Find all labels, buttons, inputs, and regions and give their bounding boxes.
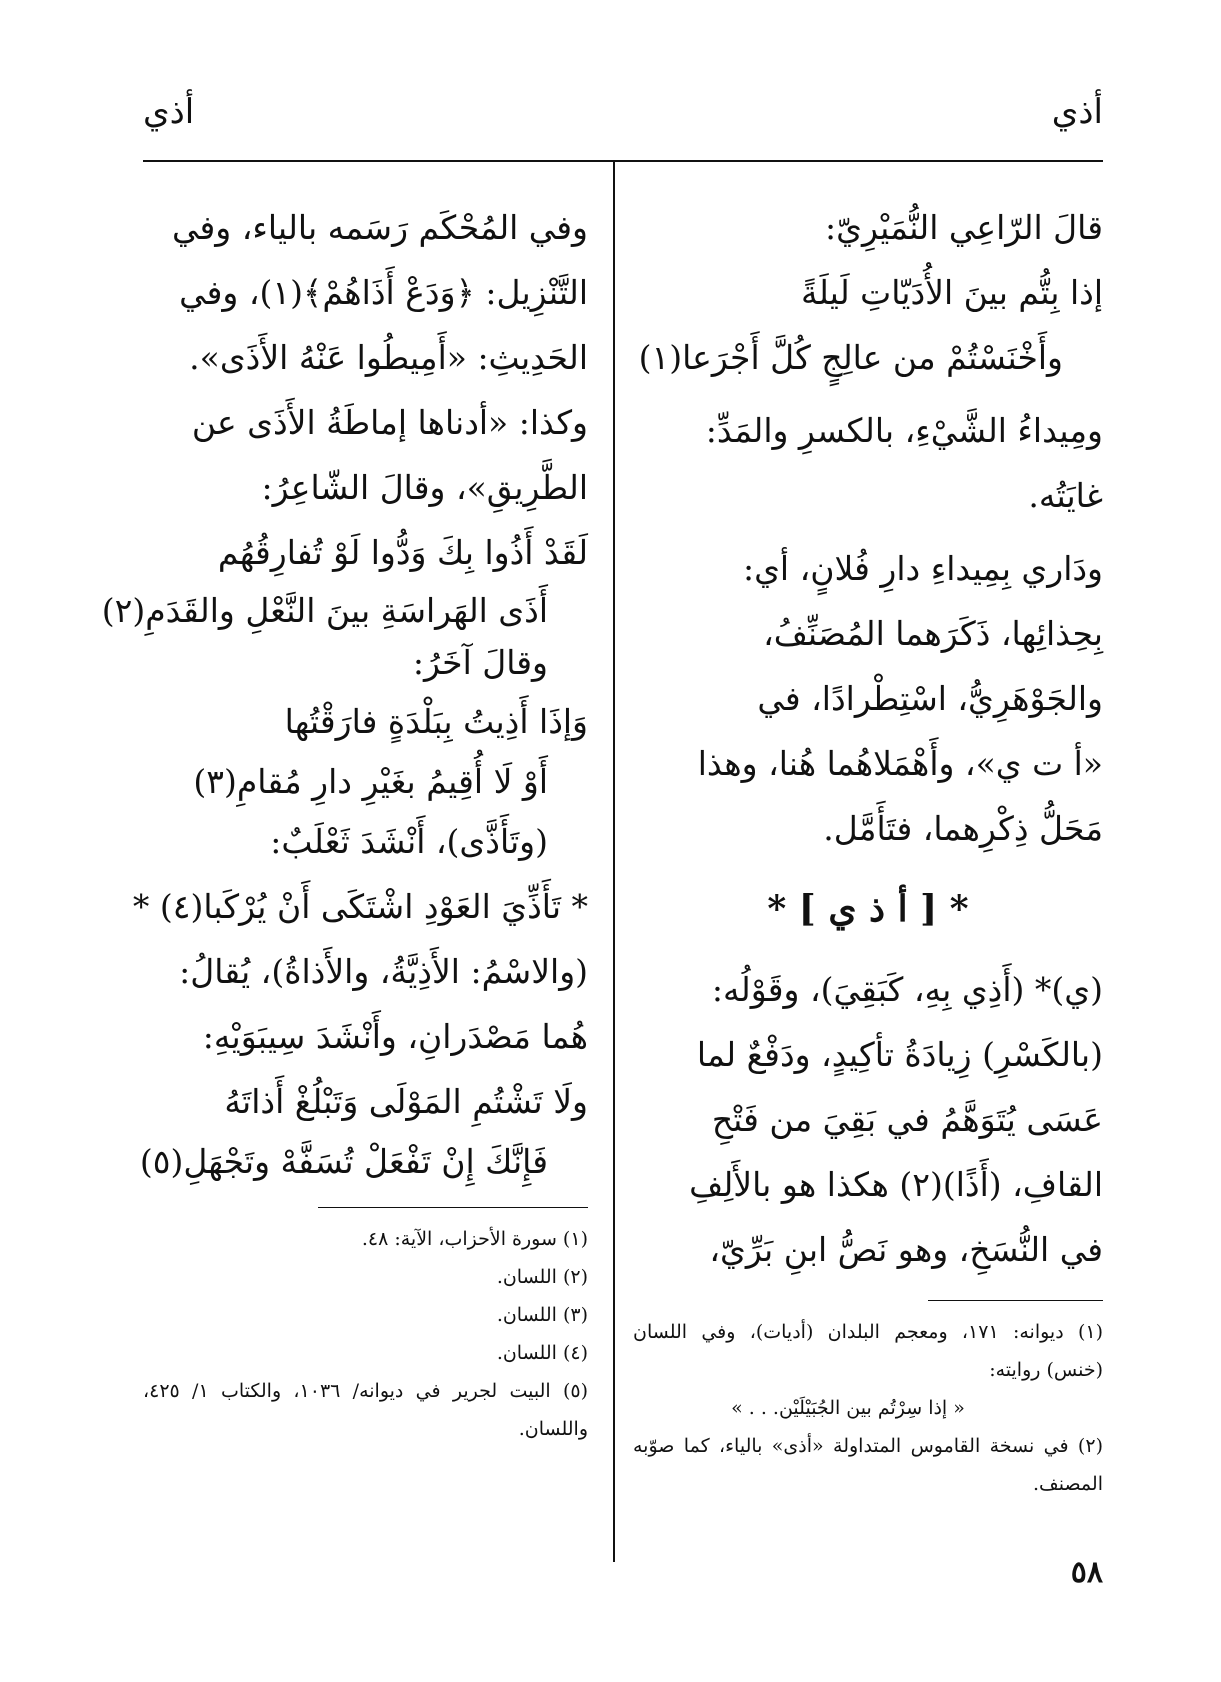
text-line: ودَاري بِمِيداءِ دارِ فُلانٍ، أي: bbox=[742, 549, 1103, 588]
text-line: (وتَأَذَّى)، أَنْشَدَ ثَعْلَبٌ: bbox=[270, 822, 548, 861]
text-line: هُما مَصْدَرانِ، وأَنْشَدَ سِيبَوَيْهِ: bbox=[202, 1017, 588, 1056]
left-column bbox=[101, 195, 589, 1448]
footnote: (٢) اللسان. bbox=[496, 1266, 588, 1288]
text-line: الطَّرِيقِ»، وقالَ الشّاعِرُ: bbox=[261, 468, 588, 507]
running-header-left: أذي bbox=[143, 92, 195, 132]
text-line: (بالكَسْرِ) زِيادَةُ تأكِيدٍ، ودَفْعٌ لما bbox=[696, 1035, 1103, 1074]
verse-line: ولَا تَشْتُمِ المَوْلَى وَتَبْلُغْ أَذاتَهُ bbox=[224, 1082, 588, 1121]
text-line: (والاسْمُ: الأَذِيَّةُ، والأَذاةُ)، يُقالُ: bbox=[179, 952, 588, 991]
right-column bbox=[633, 195, 1103, 1503]
text-line: (ي)* (أَذِي بِهِ، كَبَقِيَ)، وقَوْلُه: bbox=[711, 970, 1103, 1009]
page-number: ٥٨ bbox=[1070, 1555, 1103, 1590]
text-line: والجَوْهَرِيُّ، اسْتِطْرادًا، في bbox=[757, 679, 1103, 718]
verse-line: فَإِنَّكَ إِنْ تَفْعَلْ تُسَفَّهْ وتَجْهَلِ(٥) bbox=[139, 1142, 548, 1181]
text-line: وكذا: «أدناها إماطَةُ الأَذَى عن bbox=[191, 403, 588, 442]
text-line: عَسَى يُتَوَهَّمُ في بَقِيَ من فَتْحِ bbox=[711, 1100, 1103, 1139]
verse-line: لَقَدْ أَذُوا بِكَ وَدُّوا لَوْ تُفارِقُهُم bbox=[217, 533, 588, 572]
column-divider bbox=[613, 162, 615, 1562]
text-line: التَّنْزِيل: ﴿وَدَعْ أَذَاهُمْ﴾(١)، وفي bbox=[179, 273, 588, 312]
verse-line: وأَخْنَسْتُمْ من عالِجٍ كُلَّ أَجْرَعا(١) bbox=[638, 338, 1063, 377]
entry-heading: * [ أ ذ ي ] * bbox=[767, 888, 969, 930]
text-line: قالَ الرّاعِي النُّمَيْرِيّ: bbox=[825, 208, 1103, 247]
running-header-right: أذي bbox=[1051, 92, 1103, 132]
footnote: (٤) اللسان. bbox=[496, 1342, 588, 1364]
footnote: (٣) اللسان. bbox=[496, 1304, 588, 1326]
text-line: ومِيداءُ الشَّيْءِ، بالكسرِ والمَدِّ: bbox=[705, 411, 1103, 450]
text-line: الحَدِيثِ: «أَمِيطُوا عَنْهُ الأَذَى». bbox=[189, 338, 588, 377]
text-line: القافِ، (أَذًا)(٢) هكذا هو بالأَلِفِ bbox=[689, 1165, 1103, 1204]
text-line: في النُّسَخِ، وهو نَصُّ ابنِ بَرِّيّ، bbox=[709, 1230, 1103, 1269]
footnote-rule bbox=[928, 1300, 1103, 1301]
verse-line: إذا بِتُّم بينَ الأُدَيّاتِ لَيلَةً bbox=[801, 273, 1103, 312]
text-line: غايَتُه. bbox=[1028, 476, 1103, 515]
text-line: بِحِذائِها، ذَكَرَهما المُصَنِّفُ، bbox=[763, 614, 1103, 653]
verse-line: وَإذَا أَذِيتُ بِبَلْدَةٍ فارَقْتُها bbox=[284, 702, 588, 741]
footnote-quote: « إذا سِرْتُم بين الجُبَيْلَيْن. . . » bbox=[731, 1397, 965, 1419]
text-line: وقالَ آخَرُ: bbox=[412, 643, 548, 682]
verse-line: أَوْ لَا أُقِيمُ بغَيْرِ دارِ مُقامِ(٣) bbox=[193, 762, 548, 801]
verse-line: * تَأَذِّيَ العَوْدِ اشْتَكَى أَنْ يُرْكَبا(٤) * bbox=[132, 887, 588, 926]
footnote: (٥) البيت لجرير في ديوانه/ ١٠٣٦، والكتاب ١/ ٤٢٥، واللسان. bbox=[143, 1380, 589, 1440]
footnote: (١) سورة الأحزاب، الآية: ٤٨. bbox=[361, 1228, 588, 1250]
footnote-rule bbox=[318, 1207, 588, 1208]
footnote: (٢) في نسخة القاموس المتداولة «أذى» بالياء، كما صوّبه المصنف. bbox=[633, 1435, 1103, 1495]
footnote: (١) ديوانه: ١٧١، ومعجم البلدان (أديات)، وفي اللسان (خنس) روايته: bbox=[633, 1321, 1103, 1381]
verse-line: أَذَى الهَراسَةِ بينَ النَّعْلِ والقَدَمِ(٢) bbox=[101, 591, 548, 630]
text-line: مَحَلُّ ذِكْرِهما، فتَأَمَّل. bbox=[823, 809, 1103, 848]
text-line: «أ ت ي»، وأَهْمَلاهُما هُنا، وهذا bbox=[697, 744, 1103, 783]
text-line: وفي المُحْكَم رَسَمه بالياء، وفي bbox=[171, 208, 588, 247]
header-rule bbox=[143, 160, 1103, 162]
